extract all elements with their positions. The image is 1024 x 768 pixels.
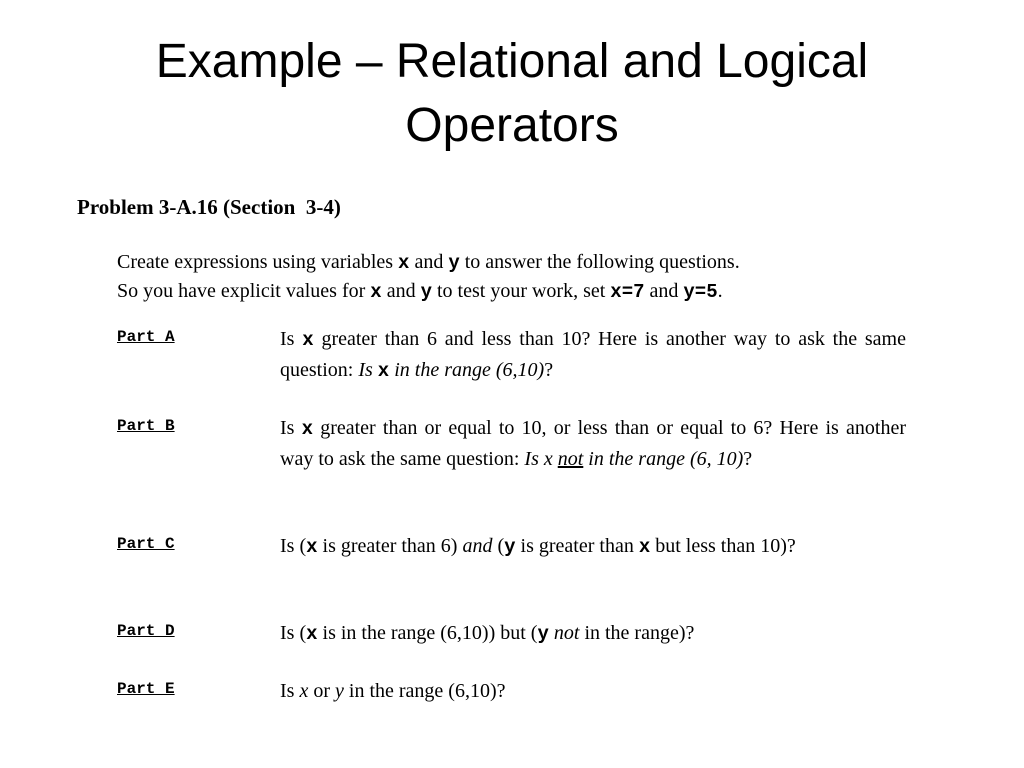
text: and bbox=[462, 535, 493, 557]
part-a-label: Part A bbox=[117, 328, 175, 346]
text: greater than or equal to 10, or less than or equal to 6? Here is another way to ask the same question: bbox=[280, 417, 906, 470]
variable-y: y bbox=[448, 252, 460, 274]
part-e-text bbox=[280, 676, 906, 706]
text: ( bbox=[492, 535, 505, 557]
part-b-label: Part B bbox=[117, 417, 175, 435]
intro-text: So you have explicit values for bbox=[117, 280, 371, 302]
text: Is x bbox=[524, 448, 558, 470]
variable-x: x bbox=[377, 360, 390, 382]
part-d-label: Part D bbox=[117, 622, 175, 640]
intro-text: and bbox=[409, 251, 449, 273]
text: not bbox=[557, 448, 584, 470]
problem-intro bbox=[117, 248, 917, 306]
text: x bbox=[299, 680, 309, 702]
part-a-text bbox=[280, 324, 906, 386]
text: in the range (6,10) bbox=[389, 359, 545, 381]
intro-text: to answer the following questions. bbox=[459, 251, 740, 273]
intro-line-1 bbox=[117, 248, 917, 277]
text: in the range)? bbox=[579, 622, 695, 644]
text: Is ( bbox=[280, 622, 307, 644]
text: Is bbox=[358, 359, 378, 381]
text: y bbox=[335, 680, 344, 702]
variable-x: x bbox=[638, 536, 651, 558]
variable-x: x bbox=[302, 329, 314, 351]
variable-x: x bbox=[301, 418, 314, 440]
variable-x: x bbox=[370, 281, 382, 303]
text: Is bbox=[280, 680, 300, 702]
assign-x: x=7 bbox=[610, 281, 645, 303]
part-e-label: Part E bbox=[117, 680, 175, 698]
text: Is ( bbox=[280, 535, 307, 557]
text: Is bbox=[280, 417, 302, 439]
text: not bbox=[553, 622, 580, 644]
part-c-text bbox=[280, 531, 906, 562]
text: is greater than 6) bbox=[317, 535, 463, 557]
text: greater than 6 and less than 10? Here is another way to ask the same question: bbox=[280, 328, 906, 381]
text: is in the range (6,10)) but ( bbox=[317, 622, 538, 644]
part-c-label: Part C bbox=[117, 535, 175, 553]
variable-x: x bbox=[398, 252, 410, 274]
part-b-text bbox=[280, 413, 906, 474]
intro-text: Create expressions using variables bbox=[117, 251, 399, 273]
text: in the range (6, 10) bbox=[583, 448, 744, 470]
slide-title bbox=[0, 30, 1024, 158]
text: Is bbox=[280, 328, 303, 350]
variable-y: y bbox=[504, 536, 516, 558]
intro-text: to test your work, set bbox=[431, 280, 611, 302]
text: in the range (6,10)? bbox=[343, 680, 506, 702]
variable-y: y bbox=[537, 623, 549, 645]
intro-text: . bbox=[717, 280, 723, 302]
text: is greater than bbox=[515, 535, 639, 557]
slide-title-line-2: Operators bbox=[405, 99, 619, 152]
text: ? bbox=[743, 448, 753, 470]
variable-y: y bbox=[420, 281, 432, 303]
intro-text: and bbox=[381, 280, 421, 302]
variable-x: x bbox=[306, 623, 318, 645]
text: but less than 10)? bbox=[650, 535, 796, 557]
part-d-text bbox=[280, 618, 906, 649]
intro-line-2 bbox=[117, 277, 917, 306]
assign-y: y=5 bbox=[683, 281, 718, 303]
text: or bbox=[308, 680, 336, 702]
problem-heading: Problem 3-A.16 (Section 3-4) bbox=[77, 195, 341, 219]
text: ? bbox=[544, 359, 554, 381]
variable-x: x bbox=[306, 536, 318, 558]
slide-title-line-1: Example – Relational and Logical bbox=[155, 35, 869, 88]
intro-text: and bbox=[644, 280, 684, 302]
